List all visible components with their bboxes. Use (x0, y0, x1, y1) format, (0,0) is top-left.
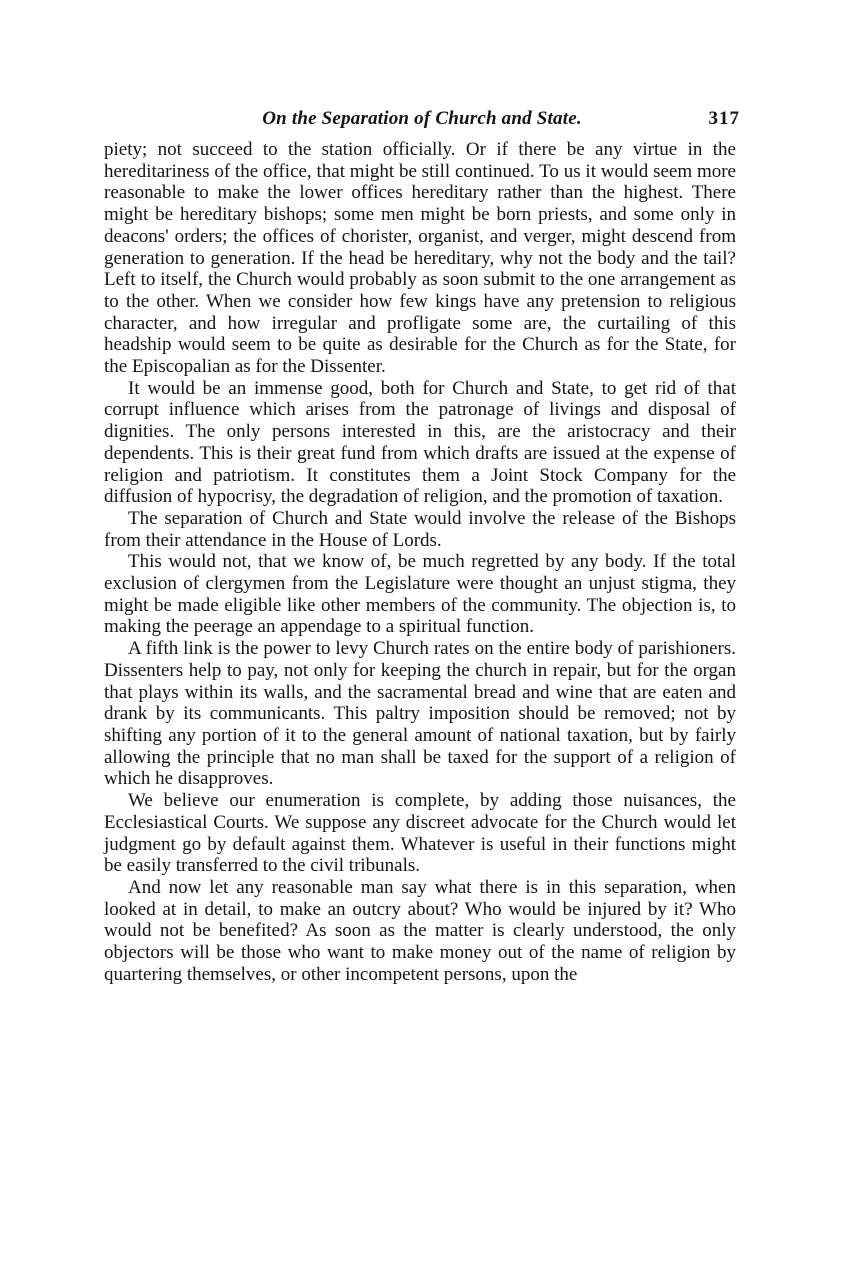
paragraph-clergy-legislature: This would not, that we know of, be much regretted by any body. If the total exclusion of clergymen from the Legislature were thought an unjust stigma, they might be made eligible like other members of the community. The objection is, to making the peerage an appendage to a spiritual function. (104, 551, 736, 638)
paragraph-bishops-lords: The separation of Church and State would involve the release of the Bishops from their attendance in the House of Lords. (104, 507, 736, 551)
paragraph-conclusion: And now let any reasonable man say what there is in this separation, when looked at in detail, to make an outcry about? Who would be injured by it? Who would not be benefited? As soon as the matter is clearly understood, the only objectors will be those who want to make money out of the name of religion by quartering themselves, or other incompetent persons, upon the (104, 876, 736, 985)
running-head (104, 108, 740, 136)
paragraph-ecclesiastical-courts: We believe our enumeration is complete, by adding those nuisances, the Ecclesiastical Courts. We suppose any discreet advocate for the Church would let judgment go by default against them. Whatever is useful in their functions might be easily transferred to the civil tribunals. (104, 790, 736, 877)
paragraph-hereditary-offices: piety; not succeed to the station officially. Or if there be any virtue in the hereditariness of the office, that might be still continued. To us it would seem more reasonable to make the lower offices hereditary rather than the highest. There might be hereditary bishops; some men might be born priests, and some only in deacons' orders; the offices of chorister, organist, and verger, might descend from generation to generation. If the head be hereditary, why not the body and the tail? Left to itself, the Church would probably as soon submit to the one arrangement as to the other. When we consider how few kings have any pretension to religious character, and how irregular and profligate some are, the curtailing of this headship would seem to be quite as desirable for the Church as for the State, for the Episcopalian as for the Dissenter. (104, 139, 736, 378)
paragraph-patronage: It would be an immense good, both for Church and State, to get rid of that corrupt influence which arises from the patronage of livings and disposal of dignities. The only persons interested in this, are the aristocracy and their dependents. This is their great fund from which drafts are issued at the expense of religion and patriotism. It constitutes them a Joint Stock Company for the diffusion of hypocrisy, the degradation of religion, and the promotion of taxation. (104, 377, 736, 508)
page-number: 317 (708, 108, 740, 129)
body-text (104, 139, 736, 985)
paragraph-church-rates: A fifth link is the power to levy Church rates on the entire body of parishioners. Dissenters help to pay, not only for keeping the church in repair, but for the organ that plays within its walls, and the sacramental bread and wine that are eaten and drank by its communicants. This paltry imposition should be removed; not by shifting any portion of it to the general amount of national taxation, but by fairly allowing the principle that no man shall be taxed for the support of a religion of which he disapproves. (104, 638, 736, 790)
running-title: On the Separation of Church and State. (262, 108, 582, 129)
